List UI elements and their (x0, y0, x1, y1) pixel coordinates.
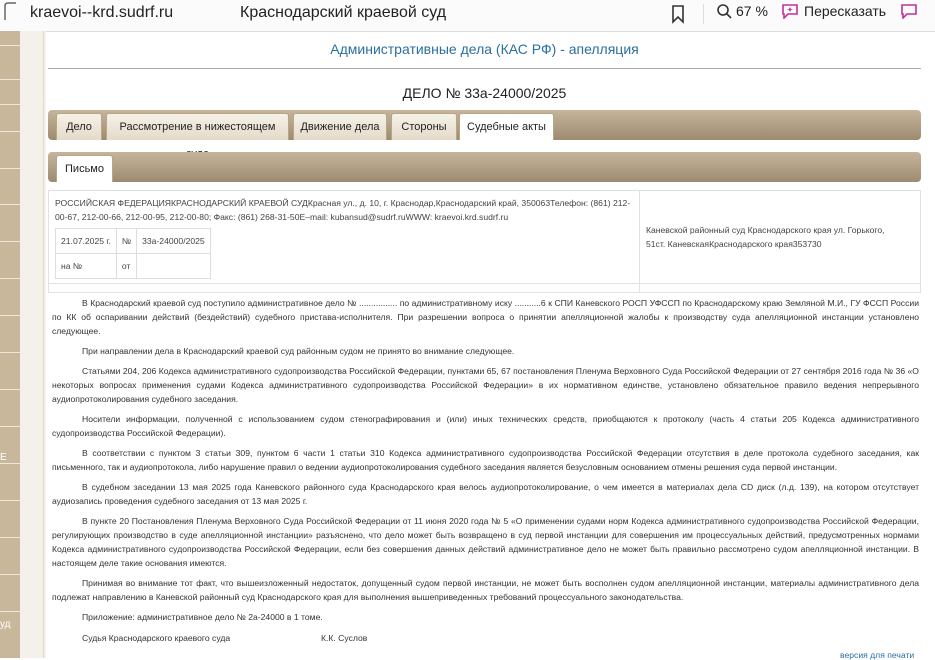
sidebar-item-fragment[interactable]: уд (0, 619, 11, 630)
tab-lower-court[interactable]: Рассмотрение в нижестоящем (106, 113, 289, 140)
sidebar-divider (0, 352, 20, 353)
search-icon (716, 3, 732, 19)
letter-header (48, 190, 921, 293)
assistant-icon[interactable] (900, 3, 918, 19)
main-content (46, 31, 935, 658)
case-number-title: ДЕЛО № 33а-24000/2025 (402, 85, 567, 101)
body-paragraph: В пункте 20 Постановления Пленума Верховного Суда Российской Федерации от 11 июня 2020 года № 5 «О применении судами норм Кодекса административного судопроизводства Российской Федерации, регулирующих производство в суде апелляционной инстанции» разъяснено, что дело может быть возвращено в суд первой инстанции для совершения им процессуальных действий, предусмотренных нормами Кодекса административного судопроизводства Российской Федерации, если без совершения данных действий административное дело не может быть правильно рассмотрено судом апелляционной инстанции. В настоящем деле такие основания имеются. (52, 516, 919, 568)
sidebar-divider (0, 241, 20, 242)
tab-letter[interactable]: Письмо (56, 155, 113, 182)
body-paragraph: При направлении дела в Краснодарский краевой суд районным судом не принято во внимание следующее. (82, 346, 515, 356)
registration-table (55, 228, 211, 279)
browser-toolbar (0, 0, 935, 32)
judge-signature-label: Судья Краснодарского краевого суда (82, 633, 231, 643)
reference-date (137, 254, 211, 279)
sidebar-divider (0, 315, 20, 316)
tab-parties[interactable]: Стороны (391, 113, 457, 140)
sidebar-divider (0, 389, 20, 390)
attachment-line: Приложение: административное дело № 2а-24000 в 1 томе. (82, 612, 323, 622)
retell-label: Пересказать (804, 3, 887, 19)
addressee: Каневской районный суд Краснодарского края ул. Горького, 51ст. КаневскаяКраснодарского края353730 (646, 225, 885, 249)
body-paragraph: Принимая во внимание тот факт, что вышеизложенный недостаток, допущенный судом первой инстанции, не может быть восполнен судом апелляционной инстанции, материалы административного дела подлежат направлению в Каневской районный суд Краснодарского края для выполнения вышеприведенных требований процессуального законодательства. (52, 578, 919, 602)
case-tabs (48, 110, 921, 140)
sidebar-divider (0, 131, 20, 132)
number-label: № (116, 229, 136, 254)
address-bar-url[interactable]: kraevoi--krd.sudrf.ru (30, 4, 174, 21)
judge-name: К.К. Суслов (321, 633, 368, 643)
toolbar-divider (703, 4, 704, 24)
sidebar-divider (0, 79, 20, 80)
body-paragraph: Статьями 204, 206 Кодекса административного судопроизводства Российской Федерации, пунктами 65, 67 постановления Пленума Верховного Суда Российской Федерации от 27 сентября 2016 года № 36 «О некоторых вопросах применения судами Кодекса административного судопроизводства Российской Федерации» в их нормативном единстве, установлено обязательное правило ведения непрерывного аудиопротоколирования судебного заседания. (52, 366, 919, 404)
body-paragraph: В соответствии с пунктом 3 статьи 309, пунктом 6 части 1 статьи 310 Кодекса административного судопроизводства Российской Федерации отсутствия в деле протокола судебного заседания, как письменного, так и аудиопротокола, либо нарушение правил о ведении аудиопротоколирования судебного заседания является безусловным основанием отмены решения суда первой инстанции. (52, 448, 919, 472)
body-paragraph: В Краснодарский краевой суд поступило административное дело № ................ по административному иску ...........6 к СПИ Каневского РОСП УФССП по Краснодарскому краю Земляной М.И., ГУ ФССП России по КК об оспаривании действий (бездействий) судебного пристава-исполнителя. При разрешении вопроса о принятии апелляционной жалобы к производству суда апелляционной инстанции установлено следующее. (52, 298, 919, 336)
sidebar-divider (0, 574, 20, 575)
letter-body (52, 296, 919, 630)
letter-bottom-rule (49, 283, 920, 284)
registration-date: 21.07.2025 г. (56, 229, 117, 254)
sidebar-divider (0, 611, 20, 612)
sidebar-divider (0, 104, 20, 105)
retell-button[interactable] (781, 3, 886, 19)
page-title: Краснодарский краевой суд (240, 4, 447, 21)
heading-divider (48, 68, 921, 69)
retell-icon (781, 3, 799, 19)
body-paragraph: В судебном заседании 13 мая 2025 года Каневского районного суда Краснодарского края велось аудиопротоколирование, о чем имеется в материалах дела CD диск (л.д. 139), на котором отсутствует аудиозапись проведения судебного заседания от 13 мая 2025 г. (52, 482, 919, 506)
sidebar-divider (0, 278, 20, 279)
tab-court-acts[interactable]: Судебные акты (459, 113, 554, 140)
sidebar-divider (0, 168, 20, 169)
zoom-level: 67 % (736, 3, 768, 19)
act-tabs (48, 152, 921, 182)
zoom-control[interactable] (716, 3, 768, 19)
tab-case[interactable]: Дело (56, 113, 102, 140)
sidebar-item-fragment[interactable]: E (0, 452, 7, 463)
sidebar-divider (0, 537, 20, 538)
sidebar-divider (0, 204, 20, 205)
bookmark-icon[interactable] (668, 4, 688, 24)
sidebar-divider (0, 500, 20, 501)
court-letterhead: РОССИЙСКАЯ ФЕДЕРАЦИЯКРАСНОДАРСКИЙ КРАЕВОЙ СУДКрасная ул., д. 10, г. Краснодар,Краснодарский край, 350063Телефон: (861) 212-00-67, 212-00-66, 212-00-95, 212-00-80; Факс: (861) 268-31-50E–mail: kubansud@sudrf.ruWWW: kraevoi.krd.sudrf.ru (55, 198, 631, 222)
section-heading: Административные дела (КАС РФ) - апелляция (330, 41, 639, 57)
sidebar-divider (0, 426, 20, 427)
sidebar-divider (0, 45, 20, 46)
letter-column-divider (639, 191, 640, 292)
body-paragraph: Носители информации, полученной с использованием судом стенографирования и (или) иных технических средств, приобщаются к протоколу (часть 4 статьи 205 Кодекса административного судопроизводства Российской Федерации). (52, 414, 919, 438)
tab-edge-icon (4, 2, 18, 20)
gutter-divider (43, 31, 44, 658)
registration-number: 33а-24000/2025 (137, 229, 211, 254)
reference-number-label: на № (56, 254, 117, 279)
left-sidebar (0, 31, 20, 658)
tab-case-movement[interactable]: Движение дела (293, 113, 387, 140)
print-version-link[interactable]: версия для печати (840, 650, 915, 660)
sidebar-divider (0, 463, 20, 464)
from-label: от (116, 254, 136, 279)
